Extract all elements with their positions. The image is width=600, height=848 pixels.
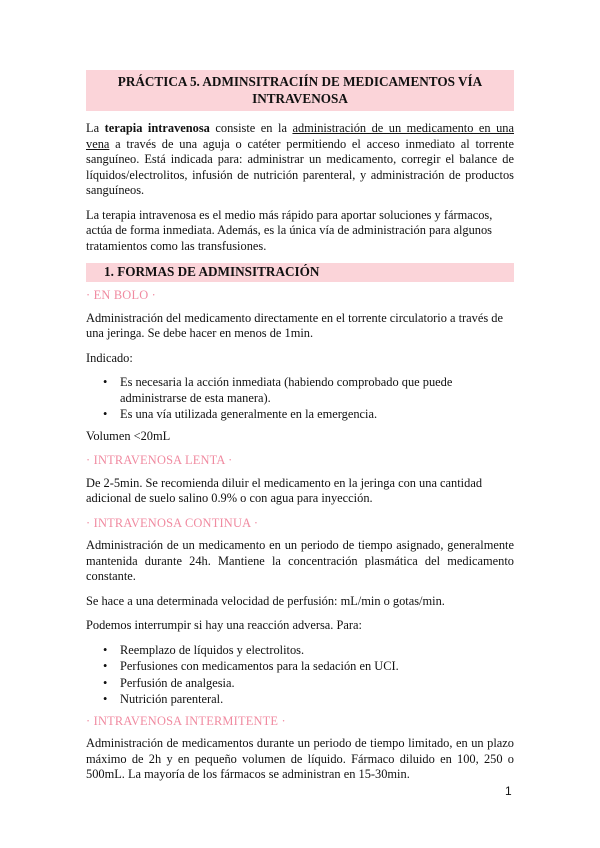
page-title: PRÁCTICA 5. ADMINSITRACIÍN DE MEDICAMENTOS VÍA INTRAVENOSA xyxy=(86,70,514,111)
list-item xyxy=(103,375,514,406)
intro-paragraph-2: La terapia intravenosa es el medio más rápido para aportar soluciones y fármacos, actúa de forma inmediata. Además, es la única vía de administración para algunos tratamientos como las transfusiones. xyxy=(86,207,493,253)
list-item xyxy=(103,642,514,659)
document-page xyxy=(86,70,514,792)
bullet-icon: • xyxy=(103,659,108,673)
list-item-text: Es necesaria la acción inmediata (habiendo comprobado que puede administrarse de esta manera). xyxy=(120,375,453,405)
section-heading-formas: 1. FORMAS DE ADMINSITRACIÓN xyxy=(86,263,514,282)
intro-text-mid: consiste en la xyxy=(209,121,293,135)
bolo-paragraph: Administración del medicamento directamente en el torrente circulatorio a través de una jeringa. Se debe hacer en menos de 1min. xyxy=(86,310,503,340)
intro-bold-term: terapia intravenosa xyxy=(104,121,210,135)
subheading-intermitente: · INTRAVENOSA INTERMITENTE · xyxy=(86,713,286,728)
list-item xyxy=(103,675,514,692)
list-item xyxy=(103,407,514,423)
continua-paragraph-3: Podemos interrumpir si hay una reacción adversa. Para: xyxy=(86,618,362,632)
intro-text-post: a través de una aguja o catéter permitiendo el acceso inmediato al torrente sanguíneo. Está indicada para: administrar un medicamento, corregir el balance de líquidos/electrolitos, infusión de nutrición parenteral, y administración de productos sanguíneos. xyxy=(86,136,514,197)
lenta-paragraph: De 2-5min. Se recomienda diluir el medicamento en la jeringa con una cantidad adicional de suelo salino 0.9% o con agua para inyección. xyxy=(86,475,483,505)
bolo-indicado: Indicado: xyxy=(86,350,133,365)
bullet-icon: • xyxy=(103,642,108,657)
subheading-lenta: · INTRAVENOSA LENTA · xyxy=(86,453,233,467)
bullet-icon: • xyxy=(103,407,108,421)
intermitente-paragraph: Administración de medicamentos durante un periodo de tiempo limitado, en un plazo máximo de 2h y en pequeño volumen de líquido. Fármaco diluido en 100, 250 o 500mL. La mayoría de los fármacos se administran en 15-30min. xyxy=(86,736,514,781)
subheading-continua: · INTRAVENOSA CONTINUA · xyxy=(86,515,259,530)
list-item-text: Reemplazo de líquidos y electrolitos. xyxy=(120,642,305,657)
continua-bullet-list xyxy=(86,643,514,708)
list-item-text: Perfusión de analgesia. xyxy=(120,675,235,690)
bullet-icon: • xyxy=(103,692,108,706)
list-item xyxy=(103,692,514,708)
continua-paragraph-2: Se hace a una determinada velocidad de perfusión: mL/min o gotas/min. xyxy=(86,593,445,608)
list-item-text: Perfusiones con medicamentos para la sedación en UCI. xyxy=(120,659,399,673)
list-item-text: Nutrición parenteral. xyxy=(120,692,224,706)
bullet-icon: • xyxy=(103,375,108,389)
intro-text-pre: La xyxy=(86,121,105,135)
list-item xyxy=(103,659,514,675)
intro-underlined-phrase: administración de un medicamento en una vena xyxy=(86,121,515,151)
bullet-icon: • xyxy=(103,675,108,690)
bolo-bullet-list xyxy=(86,375,514,423)
continua-paragraph-1: Administración de un medicamento en un periodo de tiempo asignado, generalmente mantenida durante 24h. Mantiene la concentración plasmática del medicamento constante. xyxy=(86,538,514,583)
bolo-volumen: Volumen <20mL xyxy=(86,428,171,443)
page-number: 1 xyxy=(505,784,512,798)
list-item-text: Es una vía utilizada generalmente en la emergencia. xyxy=(120,407,378,421)
intro-paragraph-1 xyxy=(86,121,514,199)
subheading-bolo: · EN BOLO · xyxy=(86,288,156,302)
